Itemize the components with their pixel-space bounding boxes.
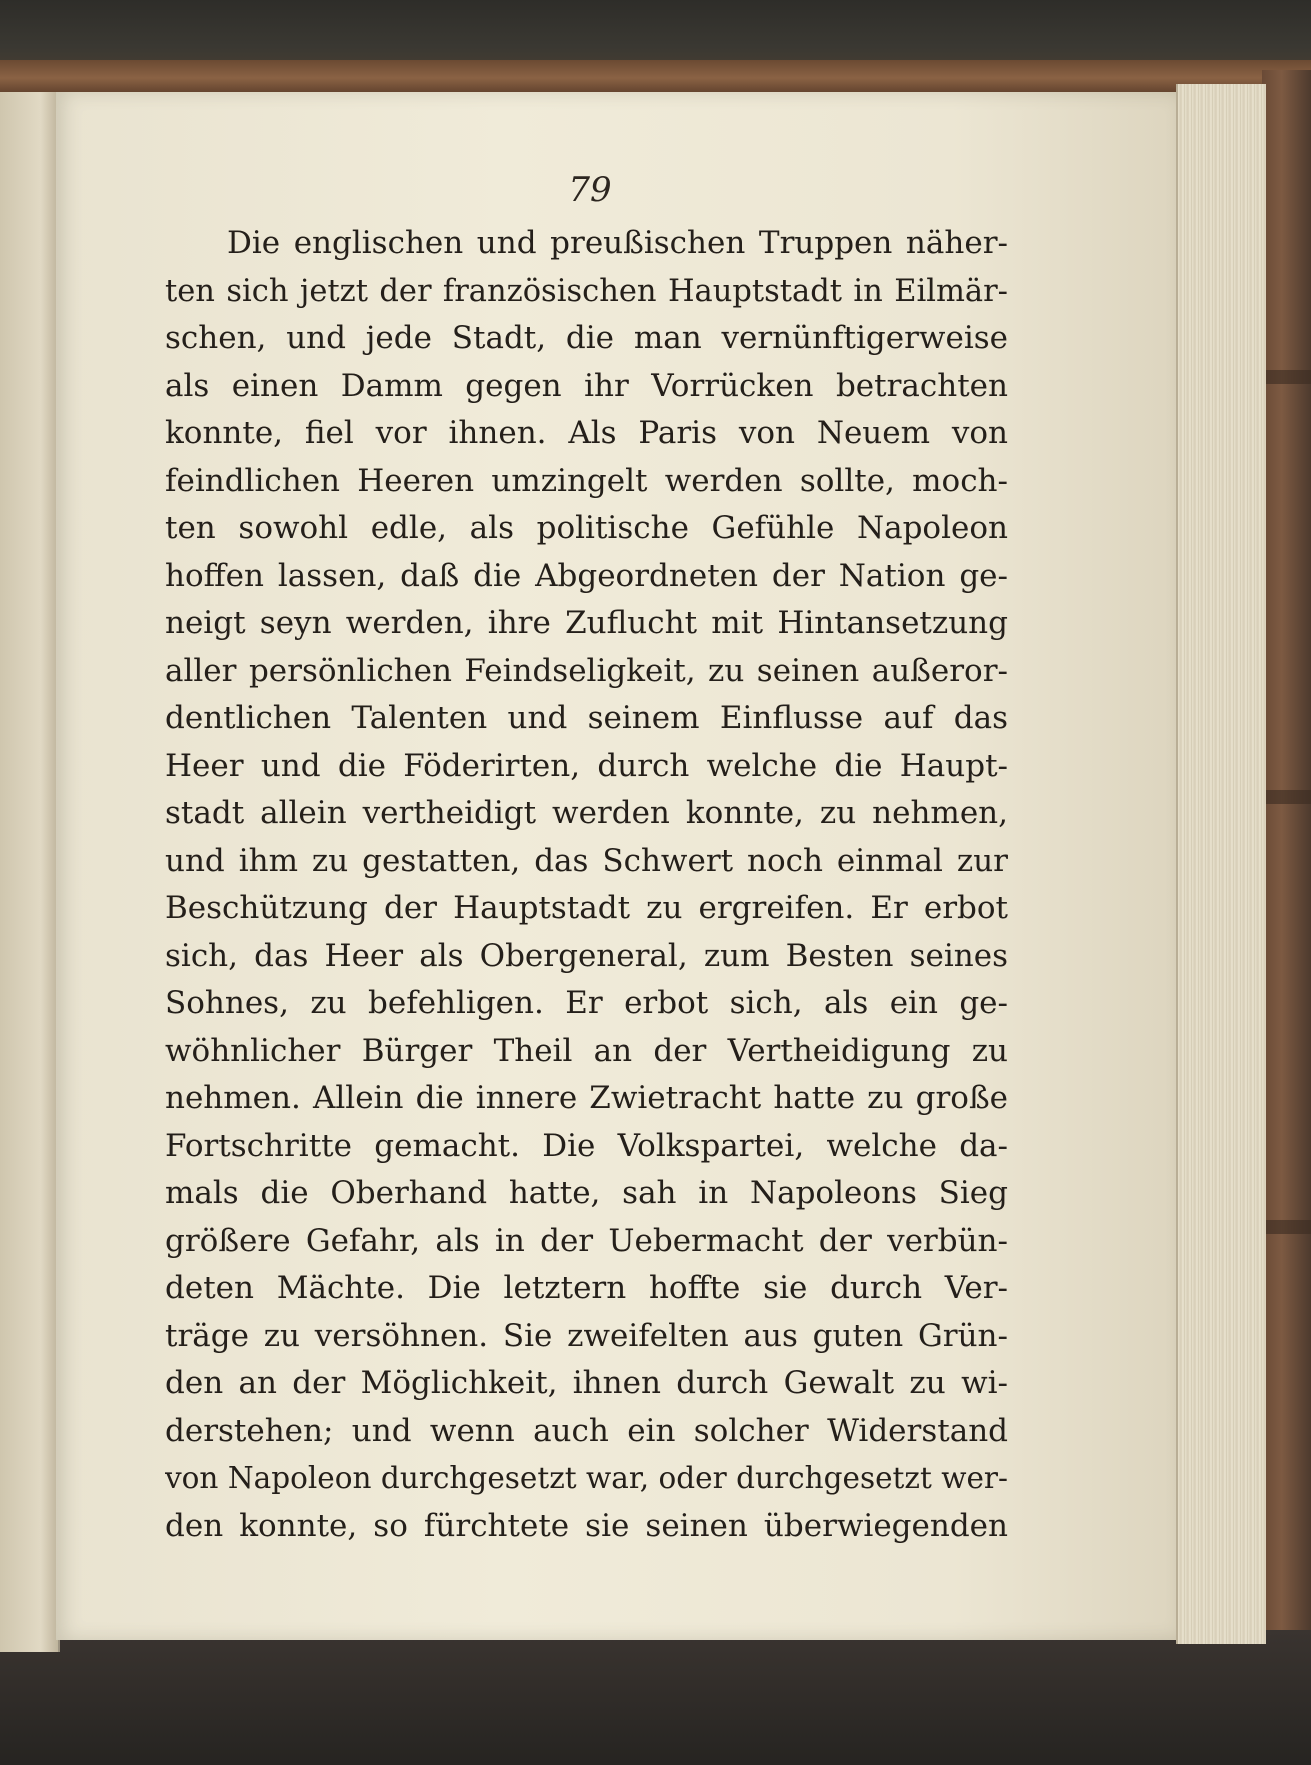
text-line: Beschützung der Hauptstadt zu ergreifen. Er erbot xyxy=(165,890,1008,926)
text-line: ten sowohl edle, als politische Gefühle Napoleon xyxy=(165,510,1008,546)
book-cover-top-edge xyxy=(0,60,1311,96)
facing-page-edge xyxy=(0,92,60,1652)
page-number: 79 xyxy=(568,170,612,210)
text-line: feindlichen Heeren umzingelt werden sollte, moch- xyxy=(165,462,1008,499)
text-line: neigt seyn werden, ihre Zuflucht mit Hintansetzung xyxy=(165,605,1008,641)
text-line: als einen Damm gegen ihr Vorrücken betrachten xyxy=(165,367,1008,404)
text-line: schen, und jede Stadt, die man vernünftigerweise xyxy=(165,320,1008,356)
text-line: Heer und die Föderirten, durch welche die Haupt- xyxy=(165,747,1008,784)
text-line: dentlichen Talenten und seinem Einflusse auf das xyxy=(165,700,1008,736)
text-line: konnte, fiel vor ihnen. Als Paris von Neuem von xyxy=(165,415,1008,451)
text-line: wöhnlicher Bürger Theil an der Vertheidigung zu xyxy=(165,1032,1008,1069)
text-line: stadt allein vertheidigt werden konnte, zu nehmen, xyxy=(165,795,1008,831)
text-line: aller persönlichen Feindseligkeit, zu seinen außeror- xyxy=(165,652,1008,689)
text-line: sich, das Heer als Obergeneral, zum Besten seines xyxy=(165,937,1008,974)
page-block-edges xyxy=(1176,84,1266,1644)
text-line: und ihm zu gestatten, das Schwert noch einmal zur xyxy=(165,842,1008,879)
text-line: den an der Möglichkeit, ihnen durch Gewalt zu wi- xyxy=(165,1365,1008,1401)
text-line: derstehen; und wenn auch ein solcher Widerstand xyxy=(165,1412,1008,1449)
text-line: deten Mächte. Die letztern hoffte sie durch Ver- xyxy=(165,1270,1008,1306)
book-cover-right-edge xyxy=(1262,70,1311,1630)
text-line: ten sich jetzt der französischen Hauptstadt in Eilmär- xyxy=(165,273,1008,309)
background-bottom xyxy=(0,1630,1311,1765)
text-line: träge zu versöhnen. Sie zweifelten aus guten Grün- xyxy=(165,1317,1008,1354)
text-line: Die englischen und preußischen Truppen näher- xyxy=(227,225,1008,261)
text-line: hoffen lassen, daß die Abgeordneten der Nation ge- xyxy=(165,557,1008,594)
text-line: den konnte, so fürchtete sie seinen überwiegenden xyxy=(165,1507,1008,1544)
text-line: größere Gefahr, als in der Uebermacht der verbün- xyxy=(165,1222,1008,1259)
text-line: Sohnes, zu befehligen. Er erbot sich, als ein ge- xyxy=(165,985,1008,1021)
page-text-block xyxy=(165,220,1008,1550)
text-line: mals die Oberhand hatte, sah in Napoleons Sieg xyxy=(165,1175,1008,1211)
text-line: nehmen. Allein die innere Zwietracht hatte zu große xyxy=(165,1080,1008,1116)
text-line: von Napoleon durchgesetzt war, oder durchgesetzt wer- xyxy=(165,1461,1008,1495)
text-line: Fortschritte gemacht. Die Volkspartei, welche da- xyxy=(165,1127,1008,1164)
